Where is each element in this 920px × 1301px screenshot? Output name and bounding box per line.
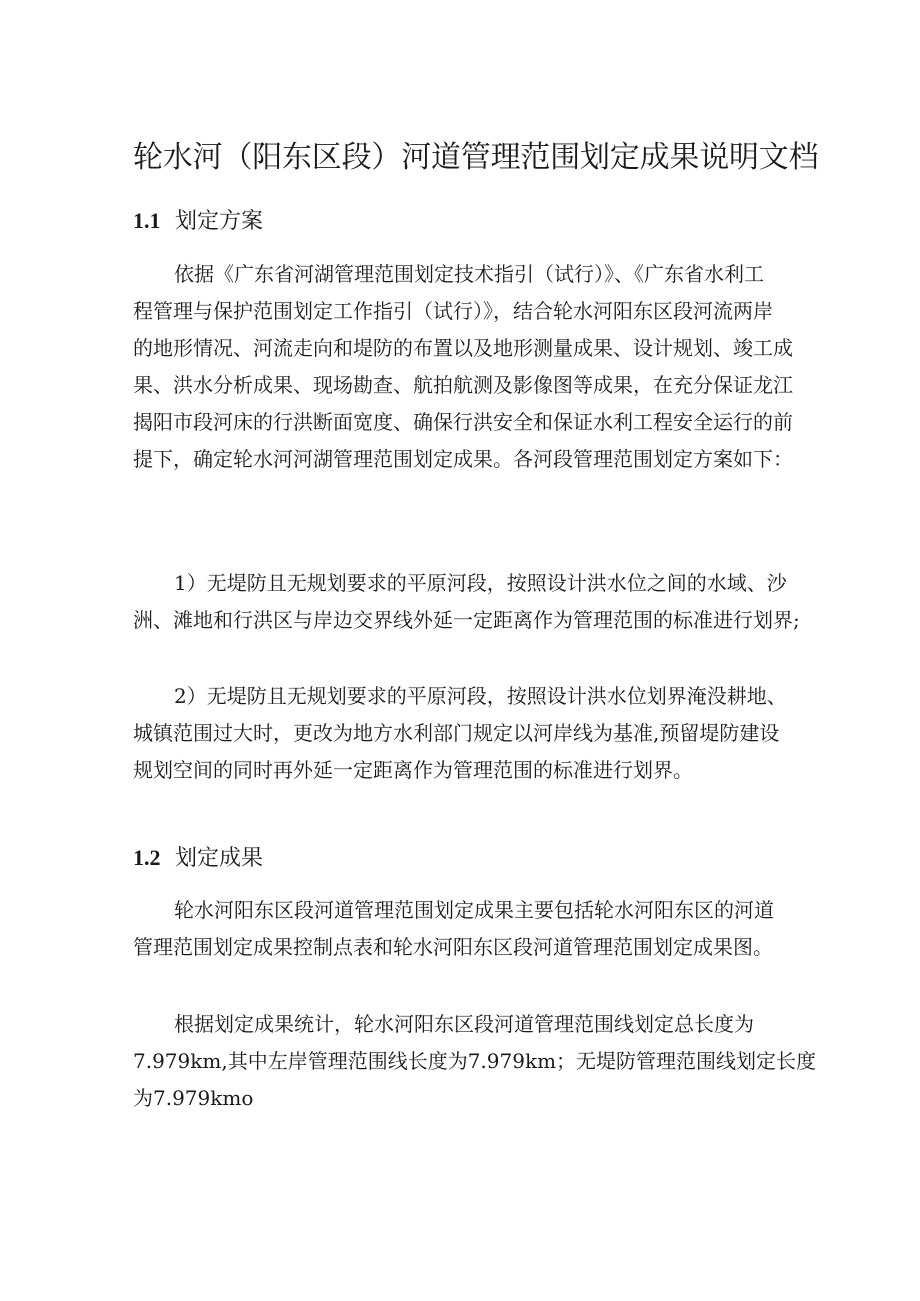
paragraph-line: 的地形情况、河流走向和堤防的布置以及地形测量成果、设计规划、竣工成	[133, 336, 793, 360]
paragraph-line: 果、洪水分析成果、现场勘查、航拍航测及影像图等成果，在充分保证龙江	[133, 373, 793, 397]
paragraph-line: 1）无堤防且无规划要求的平原河段，按照设计洪水位之间的水域、沙	[174, 571, 787, 595]
paragraph-line: 7.979km,其中左岸管理范围线长度为7.979km；无堤防管理范围线划定长度	[133, 1049, 817, 1073]
paragraph-line: 为7.979kmo	[133, 1086, 254, 1110]
paragraph-line: 程管理与保护范围划定工作指引（试行）》，结合轮水河阳东区段河流两岸	[133, 299, 773, 323]
section-number: 1.1	[133, 208, 161, 233]
paragraph-line: 城镇范围过大时，更改为地方水利部门规定以河岸线为基准,预留堤防建设	[133, 721, 780, 745]
paragraph-line: 洲、滩地和行洪区与岸边交界线外延一定距离作为管理范围的标准进行划界;	[133, 608, 800, 632]
paragraph-line: 轮水河阳东区段河道管理范围划定成果主要包括轮水河阳东区的河道	[174, 898, 774, 922]
paragraph-line: 规划空间的同时再外延一定距离作为管理范围的标准进行划界。	[133, 758, 693, 782]
paragraph-results	[133, 892, 801, 966]
document-title: 轮水河（阳东区段）河道管理范围划定成果说明文档	[133, 140, 819, 175]
section-title: 划定成果	[175, 846, 264, 871]
paragraph-basis	[133, 256, 801, 478]
section-heading-1-1	[133, 206, 263, 237]
section-title: 划定方案	[175, 209, 264, 234]
paragraph-line: 2）无堤防且无规划要求的平原河段，按照设计洪水位划界淹没耕地、	[174, 684, 787, 708]
paragraph-line: 管理范围划定成果控制点表和轮水河阳东区段河道管理范围划定成果图。	[133, 935, 773, 959]
paragraph-item-1	[133, 565, 801, 639]
section-heading-1-2	[133, 843, 263, 874]
paragraph-line: 根据划定成果统计，轮水河阳东区段河道管理范围线划定总长度为	[174, 1012, 754, 1036]
paragraph-line: 提下，确定轮水河河湖管理范围划定成果。各河段管理范围划定方案如下：	[133, 447, 793, 471]
paragraph-statistics	[133, 1006, 817, 1117]
section-number: 1.2	[133, 845, 161, 870]
paragraph-line: 依据《广东省河湖管理范围划定技术指引（试行）》、《广东省水利工	[174, 262, 764, 286]
paragraph-line: 揭阳市段河床的行洪断面宽度、确保行洪安全和保证水利工程安全运行的前	[133, 410, 793, 434]
paragraph-item-2	[133, 678, 801, 789]
